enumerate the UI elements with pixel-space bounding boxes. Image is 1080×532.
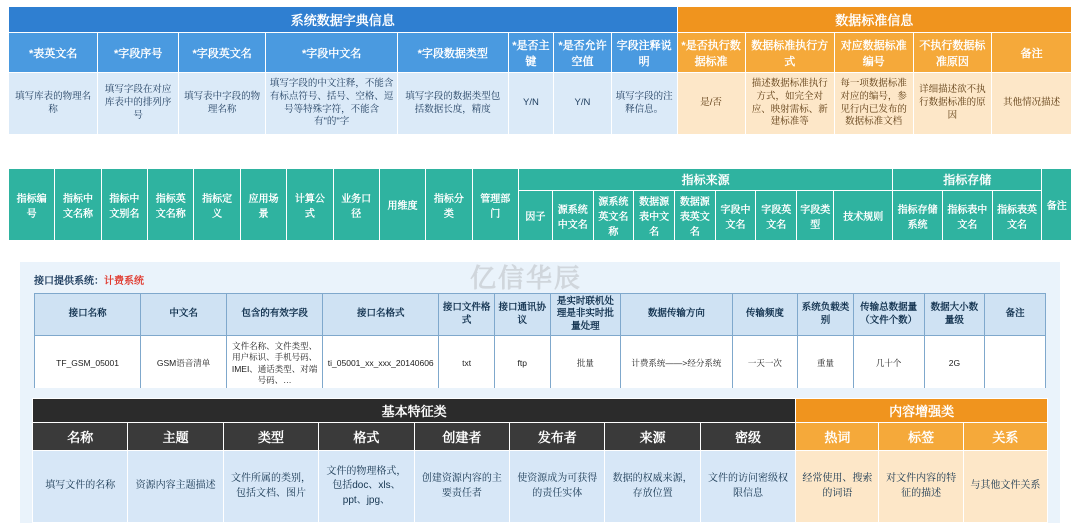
group-title-content-enhance: 内容增强类 (796, 399, 1048, 423)
cell-hot-word: 经常使用、搜索的词语 (796, 451, 879, 523)
interface-caption-label: 接口提供系统： (34, 276, 104, 287)
group-title-basic-feature: 基本特征类 (33, 399, 796, 423)
header-name: 名称 (33, 423, 128, 451)
header-indicator-definition: 指标定义 (194, 169, 240, 241)
header-standard-exec-mode: 数据标准执行方式 (745, 33, 834, 73)
header-data-size: 数据大小数量级 (924, 294, 985, 336)
interface-header-row (35, 294, 1046, 336)
indicator-table-block (8, 168, 1072, 241)
indicator-group-row (9, 169, 1072, 191)
header-file-format: 接口文件格式 (439, 294, 495, 336)
header-field-seq: *字段序号 (98, 33, 179, 73)
header-field-en-name: *字段英文名 (179, 33, 266, 73)
header-type: 类型 (223, 423, 318, 451)
header-interface-name-format: 接口名格式 (323, 294, 439, 336)
header-not-exec-reason: 不执行数据标准原因 (913, 33, 992, 73)
header-relation: 关系 (963, 423, 1047, 451)
cell-relation: 与其他文件关系 (963, 451, 1047, 523)
data-dictionary-table-block (8, 6, 1072, 135)
cell-standard-exec-mode: 描述数据标准执行方式，如完全对应、映射需标、新建标准等 (745, 73, 834, 135)
header-is-primary-key: *是否主键 (508, 33, 554, 73)
data-dictionary-table (8, 6, 1072, 135)
header-valid-fields: 包含的有效字段 (227, 294, 323, 336)
header-storage-table-en: 指标表英文名 (992, 191, 1042, 241)
header-field-cn-name: *字段中文名 (266, 33, 398, 73)
header-indicator-remark: 备注 (1042, 169, 1072, 241)
header-total-volume: 传输总数据量（文件个数） (853, 294, 924, 336)
header-interface-remark: 备注 (985, 294, 1046, 336)
header-processing-mode: 是实时联机处理是非实时批量处理 (550, 294, 621, 336)
header-storage-table-cn: 指标表中文名 (942, 191, 992, 241)
header-publisher: 发布者 (510, 423, 605, 451)
header-tech-rule: 技术规则 (834, 191, 893, 241)
header-src-table-cn: 数据源表中文名 (634, 191, 675, 241)
interface-table-block (20, 262, 1060, 406)
interface-caption (34, 272, 1046, 287)
header-table-en-name: *表英文名 (9, 33, 98, 73)
cell-valid-fields: 文件名称、文件类型、用户标识、手机号码、IMEI、通话类型、对端号码、… (227, 336, 323, 392)
header-formula: 计算公式 (287, 169, 333, 241)
header-remark: 备注 (992, 33, 1072, 73)
cell-source: 数据的权威来源，存放位置 (605, 451, 700, 523)
header-load-type: 系统负载类别 (798, 294, 854, 336)
cell-file-format: txt (439, 336, 495, 392)
cell-data-size: 2G (924, 336, 985, 392)
cell-subject: 资源内容主题描述 (128, 451, 223, 523)
table-row (33, 451, 1048, 523)
header-indicator-en-name: 指标英文名称 (148, 169, 194, 241)
header-creator: 创建者 (414, 423, 509, 451)
feature-header-row (33, 423, 1048, 451)
header-src-table-en: 数据源表英文名 (674, 191, 715, 241)
header-standard-code: 对应数据标准编号 (834, 33, 913, 73)
header-storage-system: 指标存储系统 (893, 191, 943, 241)
group-title-standard: 数据标准信息 (677, 7, 1071, 33)
cell-field-datatype: 填写字段的数据类型包括数据长度，精度 (398, 73, 509, 135)
cell-transfer-frequency: 一天一次 (732, 336, 798, 392)
header-interface-cn-name: 中文名 (141, 294, 227, 336)
header-src-system-en: 源系统英文名称 (593, 191, 634, 241)
header-security-level: 密级 (700, 423, 795, 451)
cell-not-exec-reason: 详细描述欲不执行数据标准的原因 (913, 73, 992, 135)
header-subject: 主题 (128, 423, 223, 451)
header-transfer-direction: 数据传输方向 (621, 294, 732, 336)
header-field-comment: 字段注释说明 (611, 33, 677, 73)
interface-caption-value: 计费系统 (104, 276, 144, 287)
cell-protocol: ftp (494, 336, 550, 392)
cell-interface-remark (985, 336, 1046, 392)
cell-field-seq: 填写字段在对应库表中的排列序号 (98, 73, 179, 135)
header-indicator-category: 指标分类 (426, 169, 472, 241)
header-src-field-en: 字段英文名 (756, 191, 797, 241)
header-protocol: 接口通讯协议 (494, 294, 550, 336)
table-row (35, 336, 1046, 392)
indicator-table (8, 168, 1072, 241)
cell-type: 文件所属的类别，包括文档、图片 (223, 451, 318, 523)
cell-exec-standard: 是/否 (677, 73, 745, 135)
group-title-indicator-storage: 指标存储 (893, 169, 1042, 191)
header-src-system-cn: 源系统中文名 (552, 191, 593, 241)
table-header-row (9, 33, 1072, 73)
cell-name: 填写文件的名称 (33, 451, 128, 523)
header-indicator-code: 指标编号 (9, 169, 55, 241)
header-dimension: 用维度 (379, 169, 425, 241)
header-hot-word: 热词 (796, 423, 879, 451)
table-row (9, 73, 1072, 135)
cell-remark: 其他情况描述 (992, 73, 1072, 135)
cell-tag: 对文件内容的特征的描述 (879, 451, 963, 523)
header-source: 来源 (605, 423, 700, 451)
header-field-datatype: *字段数据类型 (398, 33, 509, 73)
cell-creator: 创建资源内容的主要责任者 (414, 451, 509, 523)
watermark-text: 亿信华辰 (470, 263, 583, 293)
cell-publisher: 使资源成为可获得的责任实体 (510, 451, 605, 523)
header-manage-dept: 管理部门 (472, 169, 518, 241)
header-exec-standard: *是否执行数据标准 (677, 33, 745, 73)
header-src-field-cn: 字段中文名 (715, 191, 756, 241)
cell-security-level: 文件的访问密级权限信息 (700, 451, 795, 523)
cell-field-en-name: 填写表中字段的物理名称 (179, 73, 266, 135)
header-factor: 因子 (518, 191, 552, 241)
header-transfer-frequency: 传输频度 (732, 294, 798, 336)
cell-standard-code: 每一项数据标准对应的编号，参见行内已发布的数据标准文档 (834, 73, 913, 135)
cell-interface-name: TF_GSM_05001 (35, 336, 141, 392)
cell-interface-cn-name: GSM语音清单 (141, 336, 227, 392)
cell-interface-name-format: ti_05001_xx_xxx_20140606 (323, 336, 439, 392)
header-src-field-type: 字段类型 (797, 191, 834, 241)
cell-nullable: Y/N (554, 73, 611, 135)
header-indicator-cn-alias: 指标中文别名 (101, 169, 147, 241)
cell-processing-mode: 批量 (550, 336, 621, 392)
feature-table-block (20, 388, 1060, 523)
group-title-dictionary: 系统数据字典信息 (9, 7, 678, 33)
header-business-caliber: 业务口径 (333, 169, 379, 241)
cell-total-volume: 几十个 (853, 336, 924, 392)
cell-format: 文件的物理格式，包括doc、xls、ppt、jpg、 (319, 451, 414, 523)
header-format: 格式 (319, 423, 414, 451)
header-application-scene: 应用场景 (240, 169, 286, 241)
cell-table-en-name: 填写库表的物理名称 (9, 73, 98, 135)
cell-is-primary-key: Y/N (508, 73, 554, 135)
header-interface-name: 接口名称 (35, 294, 141, 336)
header-nullable: *是否允许空值 (554, 33, 611, 73)
feature-table (32, 398, 1048, 523)
group-title-indicator-source: 指标来源 (518, 169, 892, 191)
cell-field-comment: 填写字段的注释信息。 (611, 73, 677, 135)
cell-transfer-direction: 计费系统——>经分系统 (621, 336, 732, 392)
interface-table (34, 293, 1046, 392)
feature-group-row (33, 399, 1048, 423)
cell-field-cn-name: 填写字段的中文注释，不能含有标点符号、括号、空格、逗号等特殊字符，不能含有"的"字 (266, 73, 398, 135)
header-tag: 标签 (879, 423, 963, 451)
cell-load-type: 重量 (798, 336, 854, 392)
header-indicator-cn-name: 指标中文名称 (55, 169, 101, 241)
